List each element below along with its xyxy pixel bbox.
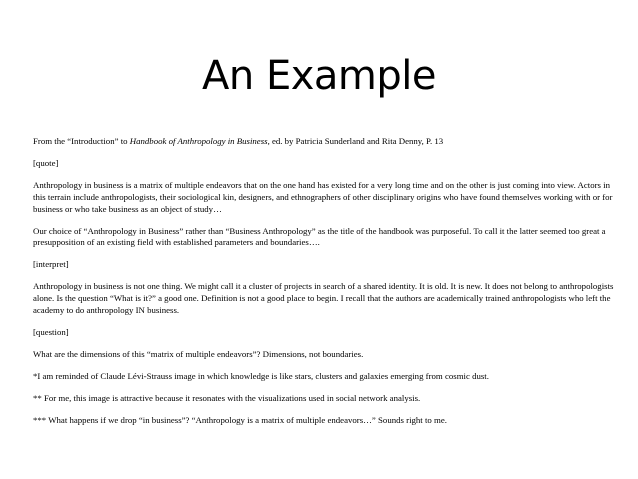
quote-paragraph-2: Our choice of “Anthropology in Business” rather than “Business Anthropology” as the title of the handbook was purposeful. To call it the latter seemed too great a presupposition of an existing field with established parameters and boundaries….	[33, 225, 606, 248]
section-label-question: [question]	[33, 326, 69, 337]
slide-body	[33, 136, 623, 437]
slide-title: An Example	[202, 53, 436, 99]
source-citation	[33, 136, 623, 148]
note-in-business: *** What happens if we drop “in business”? “Anthropology is a matrix of multiple endeavors…” Sounds right to me.	[33, 414, 447, 425]
interpret-paragraph: Anthropology in business is not one thing. We might call it a cluster of projects in search of a shared identity. It is old. It is new. It does not belong to anthropologists alone. Is the question “What is it?” a good one. Definition is not a good place to begin. I recall that the authors are academically trained anthropologists who left the academy to do anthropology IN business.	[33, 281, 614, 315]
source-book-title: Handbook of Anthropology in Business	[129, 136, 268, 146]
quote-paragraph-1: Anthropology in business is a matrix of multiple endeavors that on the one hand has existed for a very long time and on the other is just coming into view. Actors in this terrain include anthropologists, their sociological kin, designers, and ethnographers of other disciplinary origins who have found themselves working with or for business or who take business as an object of study…	[33, 179, 613, 214]
note-levi-strauss: *I am reminded of Claude Lévi-Strauss image in which knowledge is like stars, clusters and galaxies emerging from cosmic dust.	[33, 370, 489, 381]
section-label-interpret: [interpret]	[33, 259, 69, 270]
section-label-quote: [quote]	[33, 157, 59, 168]
note-social-network: ** For me, this image is attractive because it resonates with the visualizations used in social network analysis.	[33, 392, 421, 403]
question-paragraph: What are the dimensions of this “matrix of multiple endeavors”? Dimensions, not boundaries.	[33, 348, 364, 359]
source-suffix: , ed. by Patricia Sunderland and Rita Denny, P. 13	[267, 136, 444, 146]
source-prefix: From the “Introduction” to	[33, 136, 130, 146]
